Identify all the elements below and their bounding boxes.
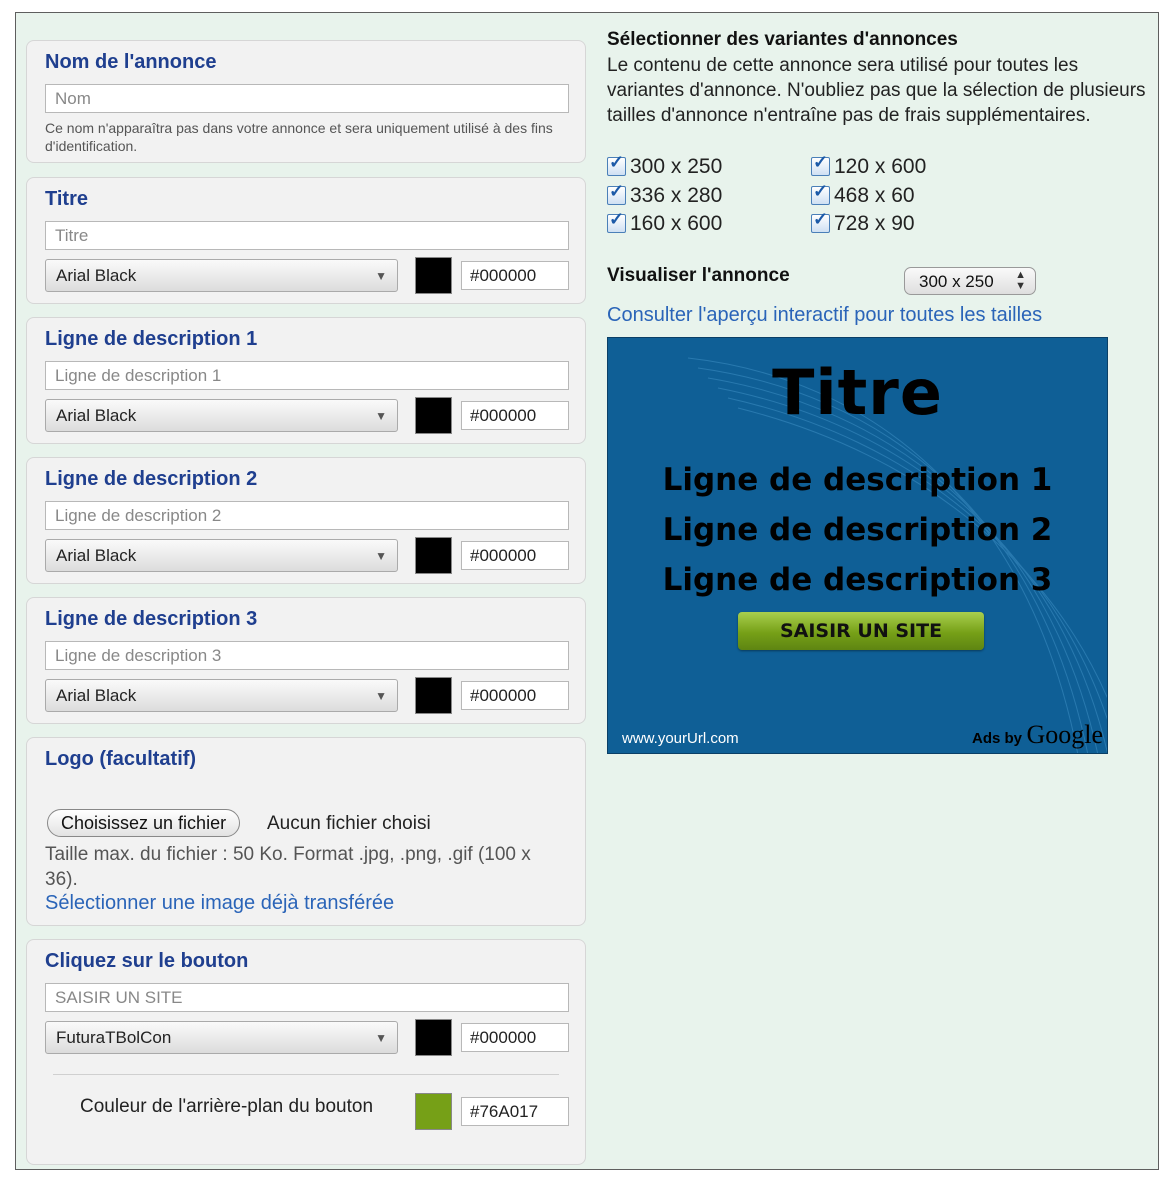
desc3-color-swatch[interactable] xyxy=(415,677,452,714)
button-font-value: FuturaTBolCon xyxy=(56,1028,172,1047)
checkbox-checked-icon: ✓ xyxy=(607,214,626,233)
button-bg-label: Couleur de l'arrière-plan du bouton xyxy=(80,1096,374,1117)
checkbox-checked-icon: ✓ xyxy=(607,186,626,205)
title-font-value: Arial Black xyxy=(56,266,137,285)
ads-by-google xyxy=(972,720,1103,750)
no-file-label: Aucun fichier choisi xyxy=(267,813,431,834)
name-panel xyxy=(26,40,586,163)
desc1-color-swatch[interactable] xyxy=(415,397,452,434)
desc2-input[interactable]: Ligne de description 2 xyxy=(45,501,569,530)
size-label: 160 x 600 xyxy=(630,212,723,235)
chevron-down-icon: ▼ xyxy=(375,1031,387,1045)
preview-size-value: 300 x 250 xyxy=(919,272,994,291)
name-panel-title: Nom de l'annonce xyxy=(45,51,217,73)
chevron-down-icon: ▼ xyxy=(375,689,387,703)
ad-cta-button[interactable]: SAISIR UN SITE xyxy=(738,612,984,650)
desc1-panel-title: Ligne de description 1 xyxy=(45,328,258,350)
file-size-note: Taille max. du fichier : 50 Ko. Format .jpg, .png, .gif (100 x 36). xyxy=(45,844,531,890)
interactive-preview-link[interactable]: Consulter l'aperçu interactif pour toutes les tailles xyxy=(607,304,1043,326)
ad-line-2: Ligne de description 2 xyxy=(662,512,1053,548)
desc2-font-value: Arial Black xyxy=(56,546,137,565)
desc2-font-select[interactable] xyxy=(45,539,398,572)
logo-panel xyxy=(26,737,586,926)
button-panel-title: Cliquez sur le bouton xyxy=(45,950,249,972)
divider xyxy=(53,1074,559,1075)
button-text-color-input[interactable]: #000000 xyxy=(461,1023,569,1052)
size-checkbox-468x60[interactable] xyxy=(811,181,915,208)
variants-description: Le contenu de cette annonce sera utilisé pour toutes les variantes d'annonce. N'oubliez pas que la sélection de plusieurs tailles d'annonce n'entraîne pas de frais supplémentaires. xyxy=(607,55,1146,126)
desc3-font-value: Arial Black xyxy=(56,686,137,705)
desc1-color-input[interactable]: #000000 xyxy=(461,401,569,430)
title-color-swatch[interactable] xyxy=(415,257,452,294)
desc2-color-input[interactable]: #000000 xyxy=(461,541,569,570)
title-input[interactable]: Titre xyxy=(45,221,569,250)
size-label: 468 x 60 xyxy=(834,184,915,207)
size-checkbox-728x90[interactable] xyxy=(811,209,915,236)
title-font-select[interactable] xyxy=(45,259,398,292)
ad-url: www.yourUrl.com xyxy=(622,730,739,747)
title-color-input[interactable]: #000000 xyxy=(461,261,569,290)
desc2-color-swatch[interactable] xyxy=(415,537,452,574)
name-note: Ce nom n'apparaîtra pas dans votre annonce et sera uniquement utilisé à des fins d'identification. xyxy=(45,120,553,154)
preview-size-select[interactable] xyxy=(904,267,1036,295)
checkbox-checked-icon: ✓ xyxy=(811,186,830,205)
desc1-input[interactable]: Ligne de description 1 xyxy=(45,361,569,390)
title-panel xyxy=(26,177,586,304)
ad-line-3: Ligne de description 3 xyxy=(662,562,1053,598)
size-label: 336 x 280 xyxy=(630,184,723,207)
checkbox-checked-icon: ✓ xyxy=(811,157,830,176)
desc3-color-input[interactable]: #000000 xyxy=(461,681,569,710)
size-label: 728 x 90 xyxy=(834,212,915,235)
desc3-font-select[interactable] xyxy=(45,679,398,712)
button-text-input[interactable]: SAISIR UN SITE xyxy=(45,983,569,1012)
checkbox-checked-icon: ✓ xyxy=(607,157,626,176)
button-font-select[interactable] xyxy=(45,1021,398,1054)
size-label: 120 x 600 xyxy=(834,155,927,178)
desc3-input[interactable]: Ligne de description 3 xyxy=(45,641,569,670)
logo-panel-title: Logo (facultatif) xyxy=(45,748,197,770)
ad-preview xyxy=(607,337,1108,754)
desc3-panel xyxy=(26,597,586,724)
checkbox-checked-icon: ✓ xyxy=(811,214,830,233)
desc1-font-value: Arial Black xyxy=(56,406,137,425)
choose-file-button[interactable]: Choisissez un fichier xyxy=(47,809,240,837)
button-panel xyxy=(26,939,586,1165)
chevron-down-icon: ▼ xyxy=(375,269,387,283)
size-checkbox-300x250[interactable] xyxy=(607,152,723,179)
button-text-color-swatch[interactable] xyxy=(415,1019,452,1056)
button-bg-color-swatch[interactable] xyxy=(415,1093,452,1130)
desc1-font-select[interactable] xyxy=(45,399,398,432)
ad-editor-frame xyxy=(15,12,1159,1170)
select-uploaded-image-link[interactable]: Sélectionner une image déjà transférée xyxy=(45,892,395,914)
chevron-down-icon: ▼ xyxy=(375,409,387,423)
desc2-panel-title: Ligne de description 2 xyxy=(45,468,258,490)
ads-by-label: Ads by xyxy=(971,730,1022,747)
button-bg-color-input[interactable]: #76A017 xyxy=(461,1097,569,1126)
variants-title: Sélectionner des variantes d'annonces xyxy=(607,29,958,50)
chevron-down-icon: ▼ xyxy=(375,549,387,563)
title-panel-title: Titre xyxy=(45,188,88,210)
desc1-panel xyxy=(26,317,586,444)
size-checkbox-336x280[interactable] xyxy=(607,181,723,208)
google-logo: Google xyxy=(1026,720,1103,749)
size-label: 300 x 250 xyxy=(630,155,723,178)
desc3-panel-title: Ligne de description 3 xyxy=(45,608,258,630)
desc2-panel xyxy=(26,457,586,584)
size-checkbox-120x600[interactable] xyxy=(811,152,927,179)
preview-title: Visualiser l'annonce xyxy=(607,265,790,286)
ad-title: Titre xyxy=(772,356,943,429)
ad-line-1: Ligne de description 1 xyxy=(662,462,1053,498)
updown-arrows-icon: ▲ ▼ xyxy=(1015,269,1026,292)
name-input[interactable]: Nom xyxy=(45,84,569,113)
size-checkbox-160x600[interactable] xyxy=(607,209,723,236)
